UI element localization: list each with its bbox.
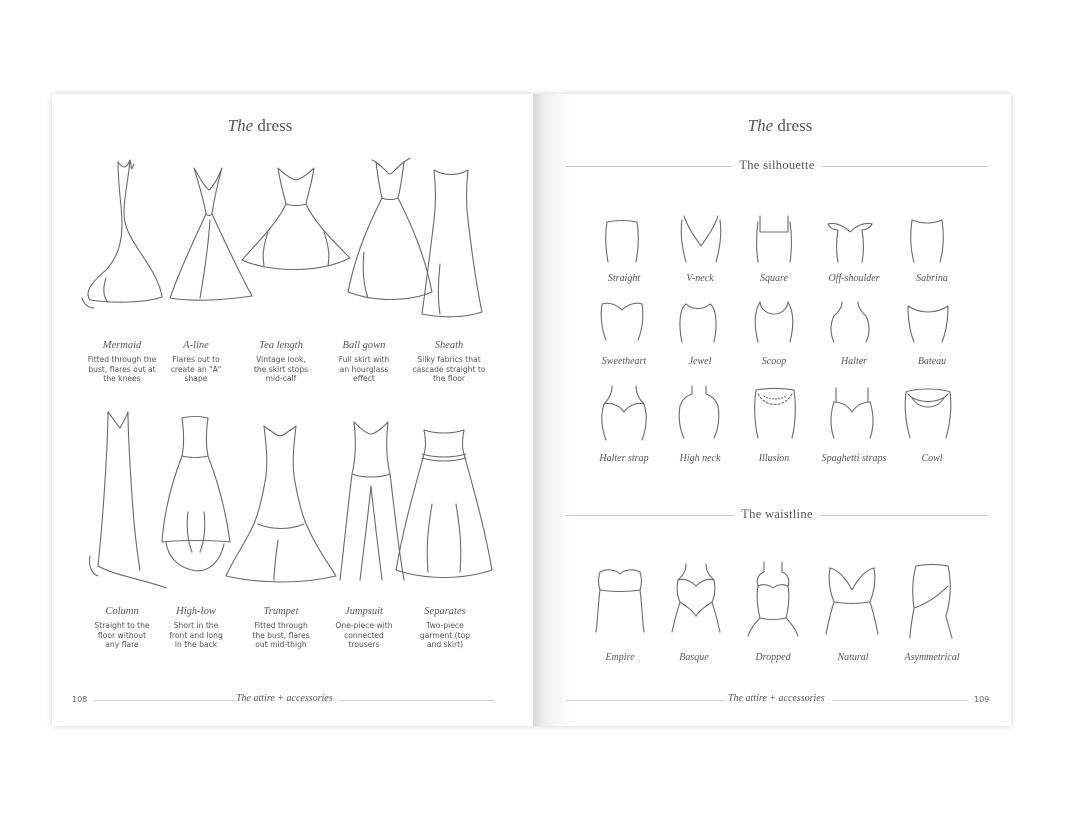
right-page-title: The dress — [747, 116, 813, 135]
straight-neckline-illustration — [602, 216, 642, 266]
basque-waistline-illustration — [668, 560, 724, 636]
neckline-label-halter: Halter — [840, 356, 868, 367]
waistline-heading: The waistline — [741, 507, 813, 521]
dress-name-separates: Separates — [424, 606, 466, 617]
neckline-label-high-neck: High neck — [679, 453, 721, 464]
neckline-label-spaghetti-straps: Spaghetti straps — [821, 453, 887, 464]
dress-desc-mermaid: Fitted through the bust, flares out at the knees — [87, 355, 157, 383]
tea-length-dress-illustration — [238, 162, 354, 274]
neckline-label-off-shoulder: Off-shoulder — [828, 273, 880, 284]
dress-desc-a-line: Flares out to create an "A" shape — [170, 355, 222, 383]
dress-name-sheath: Sheath — [434, 340, 464, 351]
spaghetti-straps-neckline-illustration — [826, 384, 878, 442]
waistline-label-empire: Empire — [605, 652, 635, 663]
dress-name-trumpet: Trumpet — [263, 606, 299, 617]
neckline-label-jewel: Jewel — [688, 356, 712, 367]
left-page-title: The dress — [227, 116, 293, 135]
dress-desc-column: Straight to the floor without any flare — [94, 621, 150, 649]
silhouette-heading: The silhouette — [739, 158, 815, 172]
neckline-label-scoop: Scoop — [761, 356, 787, 367]
illusion-neckline-illustration — [750, 384, 800, 442]
high-neck-neckline-illustration — [676, 382, 722, 442]
neckline-label-sabrina: Sabrina — [916, 273, 948, 284]
halter-neckline-illustration — [826, 298, 874, 346]
dress-desc-tea-length: Vintage look, the skirt stops mid-calf — [253, 355, 309, 383]
neckline-label-bateau: Bateau — [917, 356, 947, 367]
empire-waistline-illustration — [594, 564, 646, 636]
neckline-label-illusion: Illusion — [758, 453, 790, 464]
sabrina-neckline-illustration — [906, 214, 948, 266]
waistline-label-asymmetrical: Asymmetrical — [904, 652, 960, 663]
natural-waistline-illustration — [824, 562, 880, 638]
dress-name-column: Column — [105, 606, 139, 617]
left-page-number: 108 — [72, 695, 88, 704]
neckline-label-cowl: Cowl — [921, 453, 943, 464]
square-neckline-illustration — [752, 212, 796, 266]
dress-desc-jumpsuit: One-piece with connected trousers — [335, 621, 393, 649]
separates-dress-illustration — [392, 424, 496, 582]
right-footer-text: The attire + accessories — [728, 693, 825, 704]
waistline-label-natural: Natural — [837, 652, 869, 663]
dropped-waistline-illustration — [744, 558, 802, 638]
dress-name-high-low: High-low — [176, 606, 216, 617]
dress-name-tea-length: Tea length — [259, 340, 303, 351]
dress-name-mermaid: Mermaid — [102, 340, 142, 351]
book-gutter — [533, 94, 543, 726]
asymmetrical-waistline-illustration — [906, 560, 956, 640]
cowl-neckline-illustration — [902, 384, 954, 442]
right-page-number: 109 — [974, 695, 990, 704]
waistline-label-dropped: Dropped — [755, 652, 791, 663]
dress-desc-trumpet: Fitted through the bust, flares out mid-thigh — [252, 621, 310, 649]
waistline-label-basque: Basque — [679, 652, 709, 663]
sweetheart-neckline-illustration — [598, 298, 646, 344]
sheath-dress-illustration — [420, 164, 484, 318]
dress-desc-separates: Two-piece garment (top and skirt) — [419, 621, 471, 649]
mermaid-dress-illustration — [78, 152, 170, 310]
scoop-neckline-illustration — [750, 298, 798, 346]
silhouette-section-heading — [566, 159, 988, 173]
right-page-footer — [566, 694, 990, 706]
left-page-footer — [72, 694, 496, 706]
v-neck-neckline-illustration — [678, 212, 724, 266]
neckline-label-sweetheart: Sweetheart — [601, 356, 647, 367]
dress-name-jumpsuit: Jumpsuit — [345, 606, 383, 617]
bateau-neckline-illustration — [904, 300, 952, 346]
neckline-label-halter-strap: Halter strap — [599, 453, 649, 464]
dress-name-ball-gown: Ball gown — [342, 340, 386, 351]
off-shoulder-neckline-illustration — [824, 216, 876, 266]
left-footer-text: The attire + accessories — [236, 693, 333, 704]
halter-strap-neckline-illustration — [598, 382, 650, 444]
neckline-label-square: Square — [760, 273, 788, 284]
trumpet-dress-illustration — [222, 420, 340, 584]
dress-desc-sheath: Silky fabrics that cascade straight to the floor — [412, 355, 486, 383]
dress-desc-ball-gown: Full skirt with an hourglass effect — [338, 355, 390, 383]
jewel-neckline-illustration — [676, 300, 720, 346]
dress-desc-high-low: Short in the front and long in the back — [169, 621, 223, 649]
dress-name-a-line: A-line — [183, 340, 209, 351]
neckline-label-straight: Straight — [607, 273, 641, 284]
waistline-section-heading — [566, 508, 988, 522]
neckline-label-v-neck: V-neck — [686, 273, 714, 284]
